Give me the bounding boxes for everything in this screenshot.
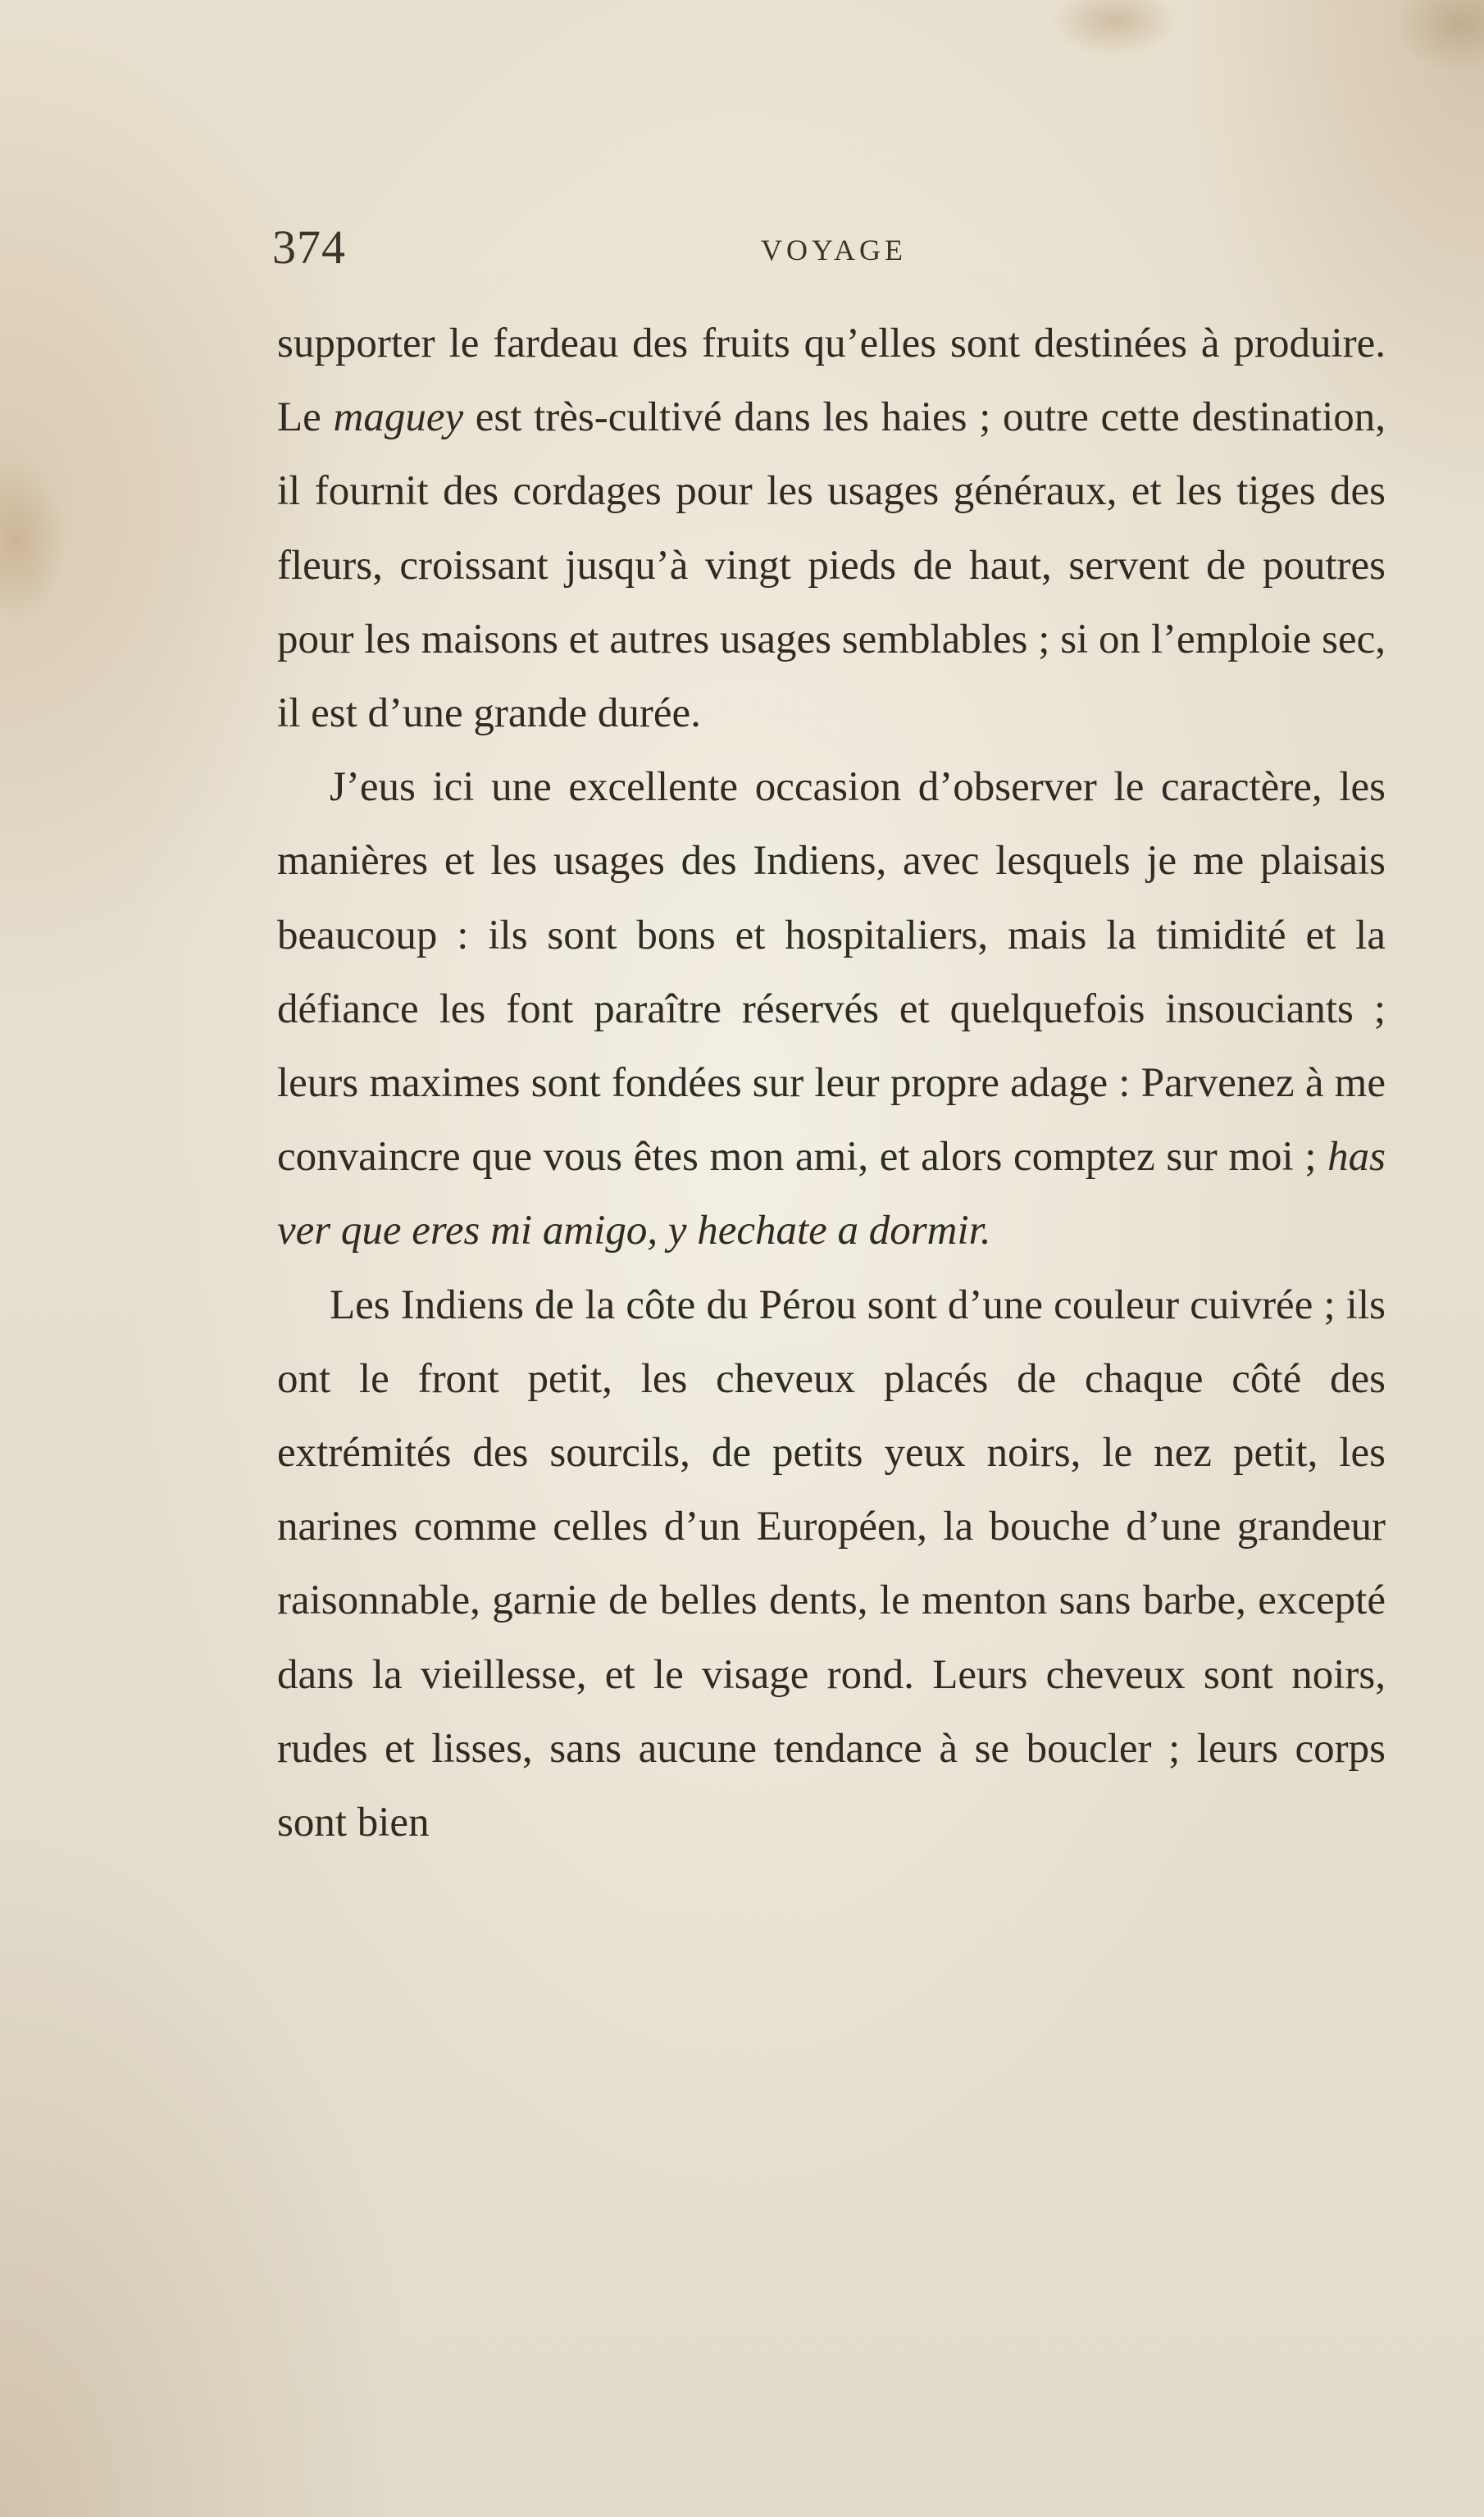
text-segment: Les Indiens de la côte du Pérou sont d’une couleur cuivrée ; ils ont le front petit, les cheveux placés de chaque côté des extrémités des sourcils, de petits yeux noirs, le nez petit, les narines comme celles d’un Européen, la bouche d’une grandeur raisonnable, garnie de belles dents, le menton sans barbe, excepté dans la vieillesse, et le visage rond. Leurs cheveux sont noirs, rudes et lisses, sans aucune tendance à se boucler ; leurs corps sont bien [277,1281,1386,1846]
page-header [272,220,1387,277]
paper-stain [1049,0,1181,57]
italic-text-segment: maguey [333,394,464,441]
paragraph [277,750,1386,1268]
page-number: 374 [272,221,346,274]
text-segment: supporter le fardeau des fruits qu’elles sont destinées à produire. Le [277,321,1386,441]
paragraph [277,307,1386,750]
running-head: VOYAGE [761,234,907,266]
paper-stain [0,459,66,623]
paragraph [277,1268,1386,1860]
body-text [277,307,1386,1859]
text-segment: est très-cultivé dans les haies ; outre cette destination, il fournit des cordages pour les usages généraux, et les tiges des fleurs, croissant jusqu’à vingt pieds de haut, servent de poutres pour les maisons et autres usages semblables ; si on l’emploie sec, il est d’une grande durée. [277,394,1386,737]
text-segment: J’eus ici une excellente occasion d’observer le caractère, les manières et les usages des Indiens, avec lesquels je me plaisais beaucoup : ils sont bons et hospitaliers, mais la timidité et la défiance les font paraître réservés et quelquefois insouciants ; leurs maximes sont fondées sur leur propre adage : Parvenez à me convaincre que vous êtes mon ami, et alors comptez sur moi ; [277,764,1386,1181]
paper-stain [1394,0,1484,74]
italic-text-segment: has ver que eres mi amigo, y hechate a dormir. [277,1134,1386,1254]
